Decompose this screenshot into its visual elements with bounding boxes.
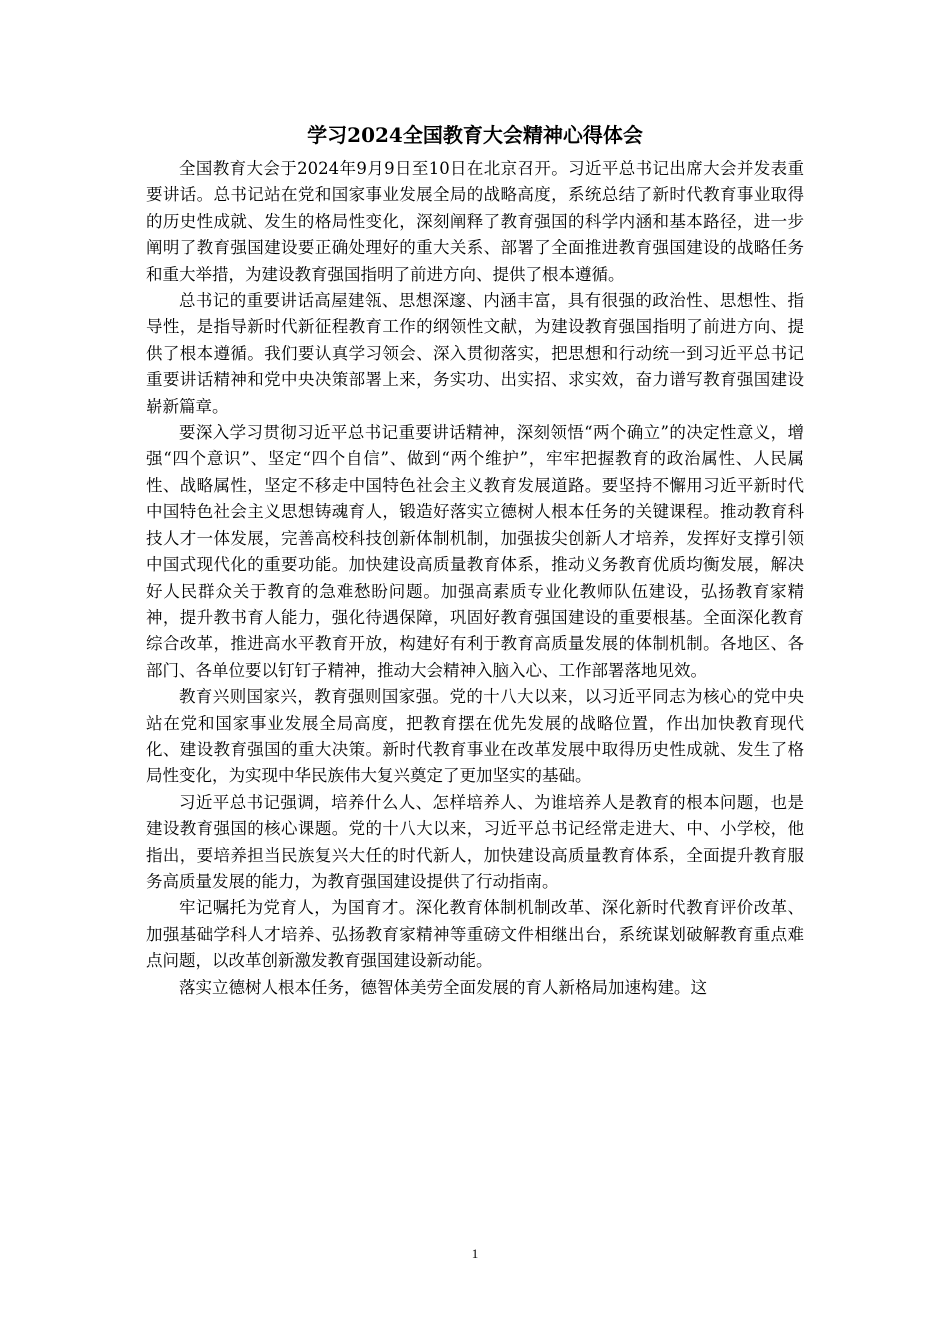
paragraph-5: 习近平总书记强调，培养什么人、怎样培养人、为谁培养人是教育的根本问题，也是建设教育强国的核心课题。党的十八大以来，习近平总书记经常走进大、中、小学校，他指出，要培养担当民族复兴大任的时代新人，加快建设高质量教育体系，全面提升教育服务高质量发展的能力，为教育强国建设提供了行动指南。 bbox=[146, 792, 804, 891]
paragraph-6: 牢记嘱托为党育人，为国育才。深化教育体制机制改革、深化新时代教育评价改革、加强基础学科人才培养、弘扬教育家精神等重磅文件相继出台，系统谋划破解教育重点难点问题，以改革创新激发教育强国建设新动能。 bbox=[146, 898, 804, 971]
document-title: 学习2024全国教育大会精神心得体会 bbox=[307, 123, 643, 147]
paragraph-7: 落实立德树人根本任务，德智体美劳全面发展的育人新格局加速构建。这 bbox=[179, 977, 707, 997]
page-number: 1 bbox=[471, 1246, 479, 1261]
document-body bbox=[146, 120, 804, 1001]
paragraph-2: 总书记的重要讲话高屋建瓴、思想深邃、内涵丰富，具有很强的政治性、思想性、指导性，是指导新时代新征程教育工作的纲领性文献，为建设教育强国指明了前进方向、提供了根本遵循。我们要认真学习领会、深入贯彻落实，把思想和行动统一到习近平总书记重要讲话精神和党中央决策部署上来，务实功、出实招、求实效，奋力谱写教育强国建设崭新篇章。 bbox=[146, 291, 804, 416]
paragraph-3: 要深入学习贯彻习近平总书记重要讲话精神，深刻领悟“两个确立”的决定性意义，增强“四个意识”、坚定“四个自信”、做到“两个维护”，牢牢把握教育的政治属性、人民属性、战略属性，坚定不移走中国特色社会主义教育发展道路。要坚持不懈用习近平新时代中国特色社会主义思想铸魂育人，锻造好落实立德树人根本任务的关键课程。推动教育科技人才一体发展，完善高校科技创新体制机制，加强拔尖创新人才培养，发挥好支撑引领中国式现代化的重要功能。加快建设高质量教育体系，推动义务教育优质均衡发展，解决好人民群众关于教育的急难愁盼问题。加强高素质专业化教师队伍建设，弘扬教育家精神，提升教书育人能力，强化待遇保障，巩固好教育强国建设的重要根基。全面深化教育综合改革，推进高水平教育开放，构建好有利于教育高质量发展的体制机制。各地区、各部门、各单位要以钉钉子精神，推动大会精神入脑入心、工作部署落地见效。 bbox=[146, 423, 804, 680]
paragraph-4: 教育兴则国家兴，教育强则国家强。党的十八大以来，以习近平同志为核心的党中央站在党和国家事业发展全局高度，把教育摆在优先发展的战略位置，作出加快教育现代化、建设教育强国的重大决策。新时代教育事业在改革发展中取得历史性成就、发生了格局性变化，为实现中华民族伟大复兴奠定了更加坚实的基础。 bbox=[146, 687, 804, 786]
paragraph-1: 全国教育大会于2024年9月9日至10日在北京召开。习近平总书记出席大会并发表重要讲话。总书记站在党和国家事业发展全局的战略高度，系统总结了新时代教育事业取得的历史性成就、发生的格局性变化，深刻阐释了教育强国的科学内涵和基本路径，进一步阐明了教育强国建设要正确处理好的重大关系、部署了全面推进教育强国建设的战略任务和重大举措，为建设教育强国指明了前进方向、提供了根本遵循。 bbox=[146, 159, 804, 284]
